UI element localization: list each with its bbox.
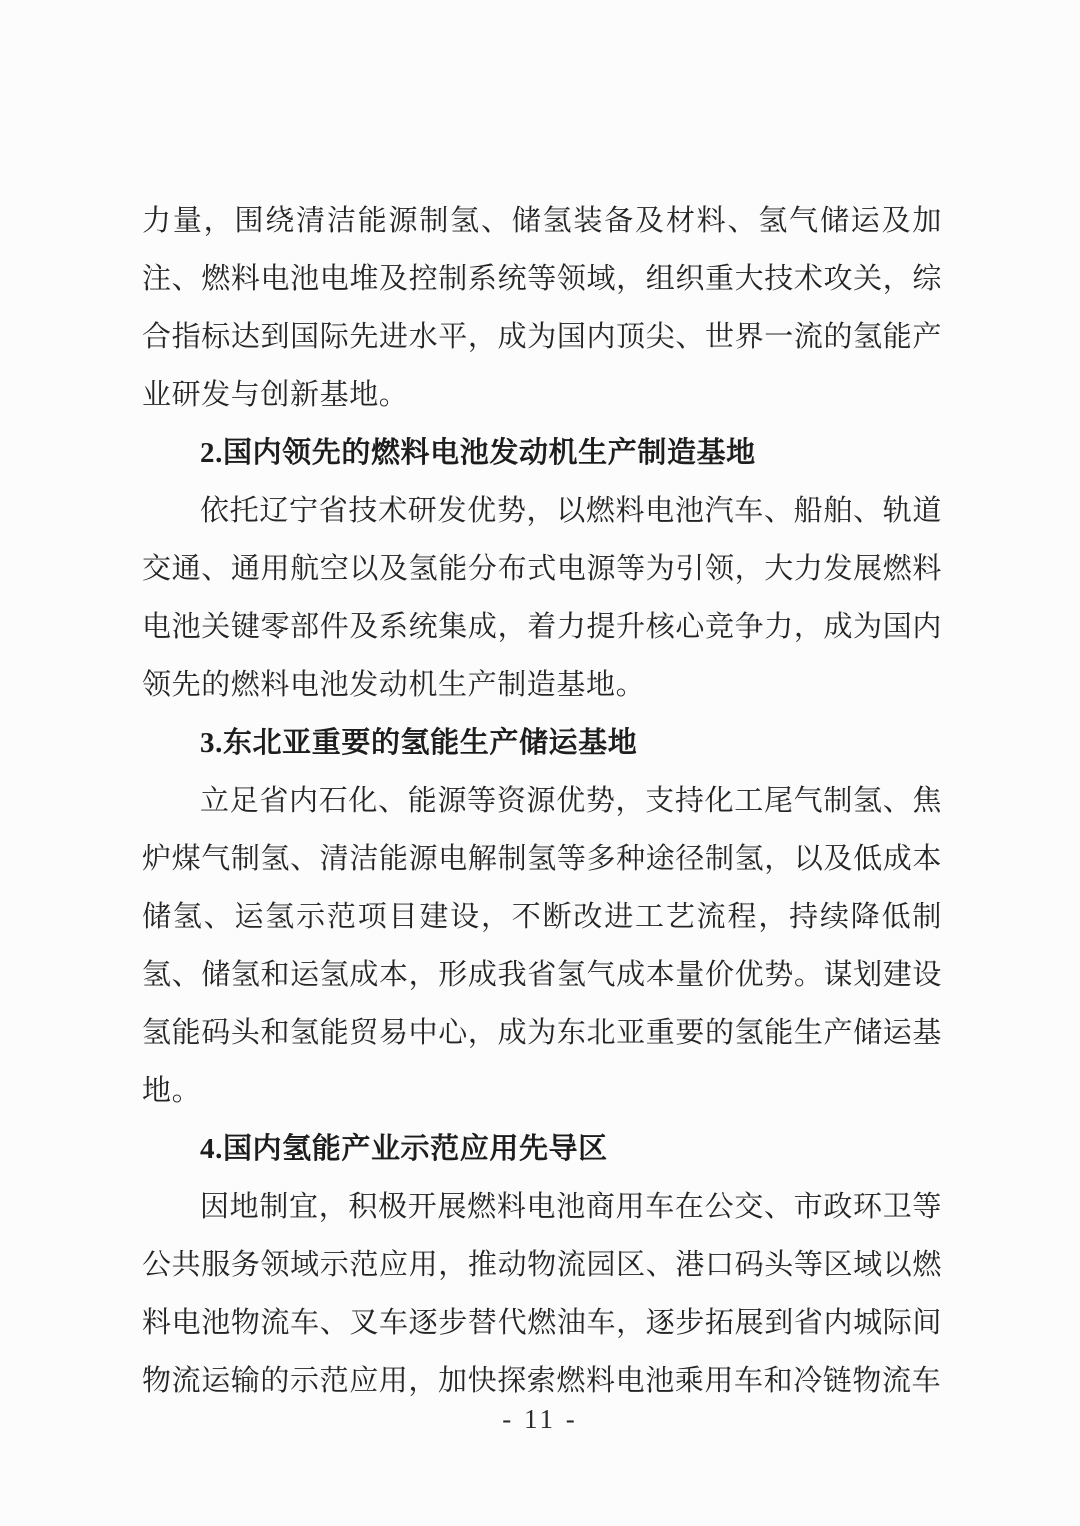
- page-number: - 11 -: [502, 1404, 578, 1434]
- section-heading-4: 4.国内氢能产业示范应用先导区: [200, 1133, 608, 1165]
- page-footer: [0, 1402, 1080, 1436]
- paragraph-section-3: 立足省内石化、能源等资源优势，支持化工尾气制氢、焦炉煤气制氢、清洁能源电解制氢等多种途径制氢，以及低成本储氢、运氢示范项目建设，不断改进工艺流程，持续降低制氢、储氢和运氢成本，形成我省氢气成本量价优势。谋划建设氢能码头和氢能贸易中心，成为东北亚重要的氢能生产储运基地。: [142, 785, 942, 1107]
- paragraph-section-2: 依托辽宁省技术研发优势，以燃料电池汽车、船舶、轨道交通、通用航空以及氢能分布式电源等为引领，大力发展燃料电池关键零部件及系统集成，着力提升核心竞争力，成为国内领先的燃料电池发动机生产制造基地。: [142, 495, 942, 701]
- section-heading-2: 2.国内领先的燃料电池发动机生产制造基地: [200, 437, 756, 469]
- section-heading-3: 3.东北亚重要的氢能生产储运基地: [200, 727, 638, 759]
- paragraph-section-4: 因地制宜，积极开展燃料电池商用车在公交、市政环卫等公共服务领域示范应用，推动物流园区、港口码头等区域以燃料电池物流车、叉车逐步替代燃油车，逐步拓展到省内城际间物流运输的示范应用，加快探索燃料电池乘用车和冷链物流车: [142, 1191, 942, 1397]
- page-text-block: [142, 192, 942, 1410]
- paragraph-continuation: 力量，围绕清洁能源制氢、储氢装备及材料、氢气储运及加注、燃料电池电堆及控制系统等领域，组织重大技术攻关，综合指标达到国际先进水平，成为国内顶尖、世界一流的氢能产业研发与创新基地。: [142, 205, 942, 411]
